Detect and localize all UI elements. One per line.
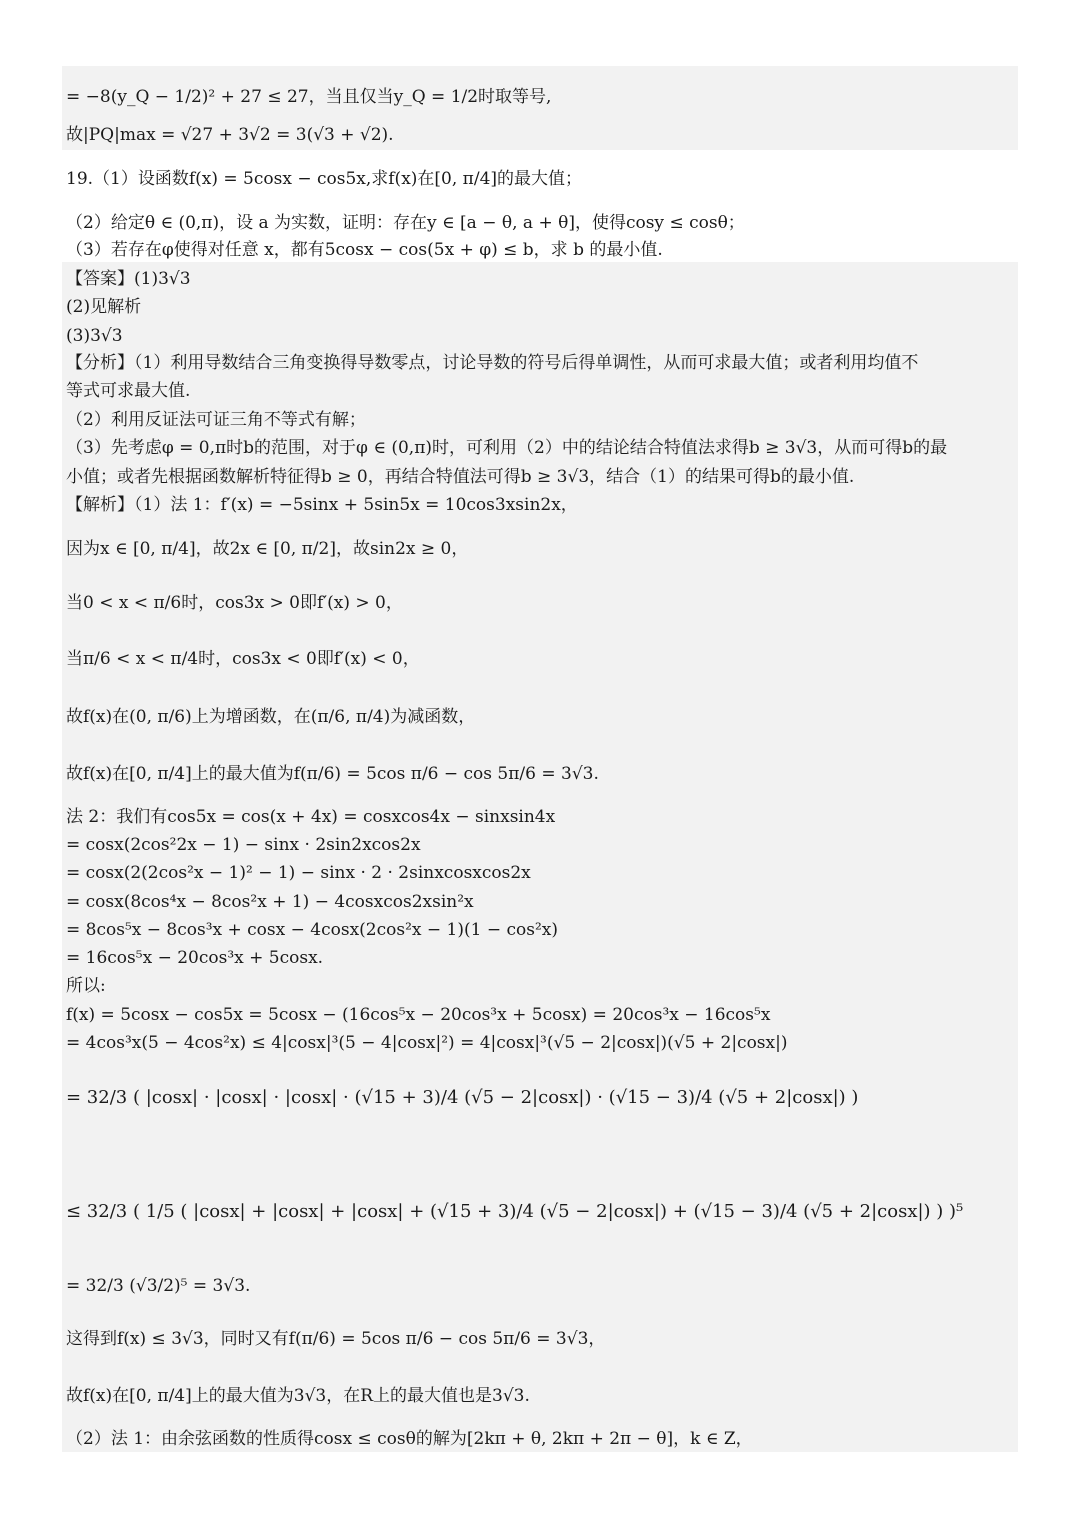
- method2-line-7: 所以:: [66, 976, 106, 996]
- method2-line-8: f(x) = 5cosx − cos5x = 5cosx − (16cos⁵x − 20cos³x + 5cosx) = 20cos³x − 16cos⁵x: [66, 1005, 771, 1025]
- method2-line-5: = 8cos⁵x − 8cos³x + cosx − 4cosx(2cos²x − 1)(1 − cos²x): [66, 920, 558, 940]
- solution-line-1: 【解析】（1）法 1：f′(x) = −5sinx + 5sin5x = 10cos3xsin2x，: [66, 495, 578, 515]
- method2-line-10: = 32/3 ( |cosx| · |cosx| · |cosx| · (√15 + 3)/4 (√5 − 2|cosx|) · (√15 − 3)/4 (√5 + 2|cosx|) ): [66, 1087, 859, 1108]
- answer-line-3: (3)3√3: [66, 326, 123, 346]
- part2-method1-line-1: （2）法 1：由余弦函数的性质得cosx ≤ cosθ的解为[2kπ + θ, 2kπ + 2π − θ]，k ∈ Z，: [66, 1429, 753, 1449]
- method2-line-2: = cosx(2cos²2x − 1) − sinx · 2sin2xcos2x: [66, 835, 421, 855]
- method2-line-6: = 16cos⁵x − 20cos³x + 5cosx.: [66, 948, 324, 968]
- analysis-line-2: 等式可求最大值.: [66, 381, 191, 401]
- method2-line-11: ≤ 32/3 ( 1/5 ( |cosx| + |cosx| + |cosx| + (√15 + 3)/4 (√5 − 2|cosx|) + (√15 − 3)/4 (√5 + 2|cosx|) ) )⁵: [66, 1201, 964, 1222]
- analysis-line-3: （2）利用反证法可证三角不等式有解；: [66, 410, 366, 430]
- analysis-line-5: 小值；或者先根据函数解析特征得b ≥ 0，再结合特值法可得b ≥ 3√3，结合（1）的结果可得b的最小值.: [66, 467, 855, 487]
- method2-line-13: 这得到f(x) ≤ 3√3，同时又有f(π/6) = 5cos π/6 − cos 5π/6 = 3√3，: [66, 1329, 606, 1349]
- solution-line-5: 故f(x)在(0, π/6)上为增函数，在(π/6, π/4)为减函数，: [66, 707, 476, 727]
- solution-line-4: 当π/6 < x < π/4时，cos3x < 0即f′(x) < 0，: [66, 649, 420, 669]
- top-line-1: = −8(y_Q − 1/2)² + 27 ≤ 27，当且仅当y_Q = 1/2时取等号,: [66, 87, 552, 107]
- problem-part2: （2）给定θ ∈ (0,π)，设 a 为实数，证明：存在y ∈ [a − θ, a + θ]，使得cosy ≤ cosθ；: [66, 213, 745, 233]
- solution-line-2: 因为x ∈ [0, π/4]，故2x ∈ [0, π/2]，故sin2x ≥ 0，: [66, 539, 469, 559]
- method2-line-14: 故f(x)在[0, π/4]上的最大值为3√3，在R上的最大值也是3√3.: [66, 1386, 530, 1406]
- method2-line-1: 法 2：我们有cos5x = cos(x + 4x) = cosxcos4x − sinxsin4x: [66, 807, 556, 827]
- analysis-line-1: 【分析】（1）利用导数结合三角变换得导数零点，讨论导数的符号后得单调性，从而可求最大值；或者利用均值不: [66, 353, 919, 373]
- solution-line-3: 当0 < x < π/6时，cos3x > 0即f′(x) > 0，: [66, 593, 403, 613]
- method2-line-3: = cosx(2(2cos²x − 1)² − 1) − sinx · 2 · 2sinxcosxcos2x: [66, 863, 531, 883]
- method2-line-12: = 32/3 (√3/2)⁵ = 3√3.: [66, 1276, 251, 1296]
- analysis-line-4: （3）先考虑φ = 0,π时b的范围，对于φ ∈ (0,π)时，可利用（2）中的结论结合特值法求得b ≥ 3√3，从而可得b的最: [66, 438, 948, 458]
- problem-stem: 19.（1）设函数f(x) = 5cosx − cos5x,求f(x)在[0, π/4]的最大值；: [66, 169, 583, 189]
- answer-line-2: (2)见解析: [66, 297, 142, 317]
- problem-part3: （3）若存在φ使得对任意 x，都有5cosx − cos(5x + φ) ≤ b，求 b 的最小值.: [66, 240, 663, 260]
- top-line-2: 故|PQ|max = √27 + 3√2 = 3(√3 + √2).: [66, 125, 394, 145]
- method2-line-4: = cosx(8cos⁴x − 8cos²x + 1) − 4cosxcos2xsin²x: [66, 892, 474, 912]
- method2-line-9: = 4cos³x(5 − 4cos²x) ≤ 4|cosx|³(5 − 4|cosx|²) = 4|cosx|³(√5 − 2|cosx|)(√5 + 2|cosx|): [66, 1033, 788, 1053]
- solution-line-6: 故f(x)在[0, π/4]上的最大值为f(π/6) = 5cos π/6 − cos 5π/6 = 3√3.: [66, 764, 599, 784]
- answer-line-1: 【答案】(1)3√3: [66, 269, 191, 289]
